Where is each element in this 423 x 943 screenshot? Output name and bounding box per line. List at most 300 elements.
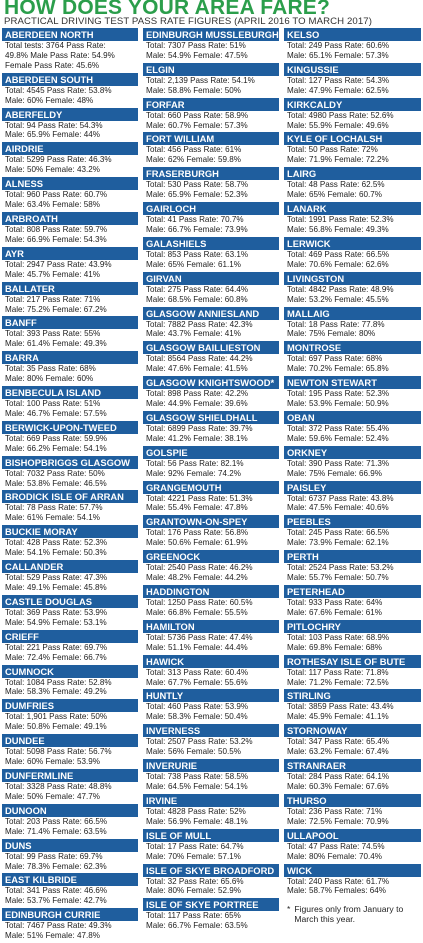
- pass-rate-line: Total: 18 Pass Rate: 77.8%: [287, 319, 385, 329]
- pass-rate-line: Male: 71.4% Female: 63.5%: [5, 826, 107, 836]
- pass-rate-line: Male: 46.7% Female: 57.5%: [5, 408, 107, 418]
- pass-rate-line: Male: 73.9% Female: 62.1%: [287, 538, 389, 548]
- pass-rate-line: Total: 48 Pass Rate: 62.5%: [287, 180, 385, 190]
- test-centre-name: OBAN: [284, 411, 421, 424]
- test-centre-name: DUMFRIES: [2, 699, 138, 712]
- pass-rate-line: Male: 58.8% Female: 50%: [146, 85, 241, 95]
- test-centre-entry: [143, 167, 279, 200]
- test-centre-entry: [143, 724, 279, 757]
- test-centre-entry: [2, 351, 138, 384]
- test-centre-entry: [284, 202, 421, 235]
- test-centre-entry: [2, 595, 138, 628]
- test-centre-entry: [2, 421, 138, 454]
- test-centre-name: EDINBURGH MUSSLEBURGH: [143, 28, 279, 41]
- pass-rate-line: Total: 56 Pass Rate: 82.1%: [146, 458, 244, 468]
- test-centre-entry: [284, 550, 421, 583]
- test-centre-name: BERWICK-UPON-TWEED: [2, 421, 138, 434]
- test-centre-entry: [143, 864, 279, 897]
- test-centre-entry: [143, 446, 279, 479]
- pass-rate-line: Total: 853 Pass Rate: 63.1%: [146, 249, 249, 259]
- pass-rate-line: Total: 249 Pass Rate: 60.6%: [287, 41, 390, 50]
- test-centre-entry: [143, 585, 279, 618]
- test-centre-name: ISLE OF MULL: [143, 829, 279, 842]
- test-centre-name: GRANGEMOUTH: [143, 481, 279, 494]
- pass-rate-line: Male: 60% Female: 48%: [5, 95, 94, 105]
- pass-rate-line: Total: 103 Pass Rate: 68.9%: [287, 632, 390, 642]
- pass-rate-line: Total: 393 Pass Rate: 55%: [5, 329, 101, 339]
- test-centre-name: IRVINE: [143, 794, 279, 807]
- test-centre-entry: [2, 212, 138, 245]
- test-centre-entry: [143, 620, 279, 653]
- pass-rate-line: Male: 70.2% Female: 65.8%: [287, 364, 389, 374]
- test-centre-entry: [143, 550, 279, 583]
- test-centre-name: PITLOCHRY: [284, 620, 421, 633]
- test-centre-entry: [2, 699, 138, 732]
- test-centre-name: ULLAPOOL: [284, 829, 421, 842]
- pass-rate-line: Total: 3328 Pass Rate: 48.8%: [5, 781, 112, 791]
- pass-rate-line: Total: 5736 Pass Rate: 47.4%: [146, 632, 253, 642]
- pass-rate-line: Total: 195 Pass Rate: 52.3%: [287, 389, 390, 399]
- test-centre-name: ARBROATH: [2, 212, 138, 225]
- pass-rate-line: Male: 55.7% Female: 50.7%: [287, 573, 389, 583]
- test-centre-entry: [143, 98, 279, 131]
- pass-rate-line: Male: 53.8% Female: 46.5%: [5, 478, 107, 488]
- pass-rate-line: Male: 53.2% Female: 45.5%: [287, 294, 389, 304]
- test-centre-entry: [2, 908, 138, 941]
- pass-rate-line: Total: 7307 Pass Rate: 51%: [146, 41, 246, 50]
- pass-rate-line: Male: 80% Female: 70.4%: [287, 851, 382, 861]
- pass-rate-line: Total: 341 Pass Rate: 46.6%: [5, 886, 108, 896]
- pass-rate-line: Male: 72.5% Female: 70.9%: [287, 816, 389, 826]
- test-centre-entry: [2, 839, 138, 872]
- test-centre-name: NEWTON STEWART: [284, 376, 421, 389]
- test-centre-name: EDINBURGH CURRIE: [2, 908, 138, 921]
- pass-rate-line: Total: 7467 Pass Rate: 49.3%: [5, 921, 112, 931]
- pass-rate-line: Male: 48.2% Female: 44.2%: [146, 573, 248, 583]
- pass-rate-line: Male: 53.9% Female: 50.9%: [287, 399, 389, 409]
- test-centre-name: ORKNEY: [284, 446, 421, 459]
- pass-rate-line: Male: 71.2% Female: 72.5%: [287, 677, 389, 687]
- test-centre-entry: [284, 829, 421, 862]
- pass-rate-line: Total: 372 Pass Rate: 55.4%: [287, 423, 390, 433]
- pass-rate-line: Total: 41 Pass Rate: 70.7%: [146, 215, 244, 225]
- test-centre-entry: [2, 282, 138, 315]
- test-centre-name: GAIRLOCH: [143, 202, 279, 215]
- pass-rate-line: Total: 176 Pass Rate: 56.8%: [146, 528, 249, 538]
- pass-rate-line: Male: 62% Female: 59.8%: [146, 155, 241, 165]
- test-centre-name: BUCKIE MORAY: [2, 525, 138, 538]
- test-centre-name: LIVINGSTON: [284, 272, 421, 285]
- pass-rate-line: Male: 56.8% Female: 49.3%: [287, 224, 389, 234]
- test-centre-entry: [2, 247, 138, 280]
- test-centre-name: BISHOPBRIGGS GLASGOW: [2, 456, 138, 469]
- test-centre-name: BALLATER: [2, 282, 138, 295]
- test-centre-entry: [143, 376, 279, 409]
- pass-rate-line: Total: 369 Pass Rate: 53.9%: [5, 607, 108, 617]
- test-centre-entry: [284, 272, 421, 305]
- pass-rate-line: Male: 53.7% Female: 42.7%: [5, 896, 107, 906]
- test-centre-name: PETERHEAD: [284, 585, 421, 598]
- pass-rate-line: Total: 117 Pass Rate: 71.8%: [287, 667, 389, 677]
- test-centre-entry: [143, 411, 279, 444]
- test-centre-name: THURSO: [284, 794, 421, 807]
- test-centre-entry: [2, 769, 138, 802]
- pass-rate-line: Total: 933 Pass Rate: 64%: [287, 598, 383, 607]
- test-centre-name: ISLE OF SKYE PORTREE: [143, 898, 279, 911]
- test-centre-entry: [284, 411, 421, 444]
- pass-rate-line: Male: 61% Female: 54.1%: [5, 513, 100, 523]
- test-centre-entry: [143, 28, 279, 61]
- pass-rate-line: Male: 45.7% Female: 41%: [5, 269, 100, 279]
- test-centre-name: ABERDEEN NORTH: [2, 28, 138, 41]
- pass-rate-line: Male: 72.4% Female: 66.7%: [5, 652, 107, 662]
- test-centre-name: KELSO: [284, 28, 421, 41]
- test-centre-name: INVERNESS: [143, 724, 279, 737]
- pass-rate-line: Male: 67.6% Female: 61%: [287, 607, 382, 617]
- pass-rate-line: Male: 75% Female: 66.9%: [287, 468, 382, 478]
- test-centre-name: INVERURIE: [143, 759, 279, 772]
- column-1: [2, 28, 138, 943]
- test-centre-entry: [284, 585, 421, 618]
- test-centre-entry: [2, 28, 138, 71]
- test-centre-name: FRASERBURGH: [143, 167, 279, 180]
- test-centre-name: STIRLING: [284, 689, 421, 702]
- test-centre-entry: [143, 272, 279, 305]
- test-centre-entry: [2, 142, 138, 175]
- test-centre-name: HAWICK: [143, 655, 279, 668]
- pass-rate-line: Male: 68.5% Female: 60.8%: [146, 294, 248, 304]
- test-centre-name: GLASGOW BAILLIESTON: [143, 341, 279, 354]
- test-centre-entry: [284, 794, 421, 827]
- test-centre-name: ABERDEEN SOUTH: [2, 73, 138, 86]
- test-centre-entry: [143, 132, 279, 165]
- test-centre-name: GLASGOW KNIGHTSWOOD*: [143, 376, 279, 389]
- test-centre-name: STORNOWAY: [284, 724, 421, 737]
- test-centre-name: ALNESS: [2, 177, 138, 190]
- test-centre-name: STRANRAER: [284, 759, 421, 772]
- pass-rate-line: Total: 240 Pass Rate: 61.7%: [287, 876, 390, 886]
- test-centre-entry: [143, 759, 279, 792]
- test-centre-entry: [284, 759, 421, 792]
- page-title: HOW DOES YOUR AREA FARE?: [4, 0, 331, 19]
- test-centre-entry: [2, 560, 138, 593]
- pass-rate-line: Total: 100 Pass Rate: 51%: [5, 399, 101, 409]
- test-centre-entry: [2, 804, 138, 837]
- pass-rate-line: Male: 54.9% Female: 47.5%: [146, 50, 248, 60]
- pass-rate-line: Total: 669 Pass Rate: 59.9%: [5, 433, 108, 443]
- test-centre-name: KIRKCALDY: [284, 98, 421, 111]
- test-centre-name: PERTH: [284, 550, 421, 563]
- pass-rate-line: Total: 7032 Pass Rate: 50%: [5, 468, 105, 478]
- pass-rate-line: Male: 58.7% Females: 64%: [287, 886, 386, 896]
- test-centre-name: DUNDEE: [2, 734, 138, 747]
- footnote-text: Figures only from January to March this year.: [294, 904, 404, 925]
- pass-rate-line: Male: 56.9% Female: 48.1%: [146, 816, 248, 826]
- test-centre-name: HADDINGTON: [143, 585, 279, 598]
- pass-rate-line: Total: 17 Pass Rate: 64.7%: [146, 841, 244, 851]
- pass-rate-line: Total: 8564 Pass Rate: 44.2%: [146, 354, 253, 364]
- pass-rate-line: Total: 460 Pass Rate: 53.9%: [146, 702, 249, 712]
- test-centre-entry: [2, 734, 138, 767]
- pass-rate-line: Male: 66.2% Female: 54.1%: [5, 443, 107, 453]
- test-centre-name: BARRA: [2, 351, 138, 364]
- pass-rate-line: Total: 2540 Pass Rate: 46.2%: [146, 563, 253, 573]
- pass-rate-line: Total: 275 Pass Rate: 64.4%: [146, 284, 249, 294]
- test-centre-entry: [2, 630, 138, 663]
- pass-rate-line: Male: 60.7% Female: 57.3%: [146, 120, 248, 130]
- pass-rate-line: Total: 127 Pass Rate: 54.3%: [287, 75, 390, 85]
- pass-rate-line: Male: 43.7% Female: 41%: [146, 329, 241, 339]
- pass-rate-line: Total: 1,901 Pass Rate: 50%: [5, 712, 108, 722]
- test-centre-entry: [284, 655, 421, 688]
- pass-rate-line: Male: 65% Female: 61.1%: [146, 259, 241, 269]
- pass-rate-line: Male: 65% Female: 60.7%: [287, 190, 382, 200]
- pass-rate-line: Total: 898 Pass Rate: 42.2%: [146, 389, 249, 399]
- test-centre-name: BENBECULA ISLAND: [2, 386, 138, 399]
- pass-rate-line: Total: 78 Pass Rate: 57.7%: [5, 503, 103, 513]
- test-centre-name: GREENOCK: [143, 550, 279, 563]
- pass-rate-line: Male: 56% Female: 50.5%: [146, 747, 241, 757]
- pass-rate-line: Total: 117 Pass Rate: 65%: [146, 911, 241, 921]
- test-centre-entry: [2, 490, 138, 523]
- test-centre-name: FORFAR: [143, 98, 279, 111]
- pass-rate-line: Total: 1250 Pass Rate: 60.5%: [146, 598, 253, 607]
- test-centre-name: MONTROSE: [284, 341, 421, 354]
- pass-rate-line: Total: 4221 Pass Rate: 51.3%: [146, 493, 253, 503]
- pass-rate-line: Total: 2507 Pass Rate: 53.2%: [146, 737, 253, 747]
- pass-rate-line: Total: 221 Pass Rate: 69.7%: [5, 642, 108, 652]
- test-centre-entry: [284, 132, 421, 165]
- pass-rate-line: Total: 469 Pass Rate: 66.5%: [287, 249, 390, 259]
- pass-rate-line: Female Pass Rate: 45.6%: [5, 60, 100, 70]
- test-centre-name: ABERFELDY: [2, 108, 138, 121]
- pass-rate-line: Male: 64.5% Female: 54.1%: [146, 781, 248, 791]
- test-centre-name: KYLE OF LOCHALSH: [284, 132, 421, 145]
- pass-rate-line: Male: 58.3% Female: 50.4%: [146, 712, 248, 722]
- pass-rate-line: Male: 50.8% Female: 49.1%: [5, 722, 107, 732]
- pass-rate-line: Total: 808 Pass Rate: 59.7%: [5, 224, 108, 234]
- column-2: [143, 28, 279, 933]
- test-centre-name: BRODICK ISLE OF ARRAN: [2, 490, 138, 503]
- pass-rate-line: Total: 4828 Pass Rate: 52%: [146, 806, 246, 816]
- pass-rate-line: Male: 45.9% Female: 41.1%: [287, 712, 389, 722]
- test-centre-entry: [2, 108, 138, 141]
- pass-rate-line: Male: 41.2% Female: 38.1%: [146, 433, 248, 443]
- pass-rate-line: Total: 4980 Pass Rate: 52.6%: [287, 110, 394, 120]
- test-centre-entry: [143, 898, 279, 931]
- pass-rate-line: Male: 63.4% Female: 58%: [5, 200, 100, 210]
- pass-rate-line: Total: 6737 Pass Rate: 43.8%: [287, 493, 394, 503]
- test-centre-name: ELGIN: [143, 63, 279, 76]
- test-centre-name: GRANTOWN-ON-SPEY: [143, 515, 279, 528]
- test-centre-name: GALASHIELS: [143, 237, 279, 250]
- test-centre-entry: [2, 386, 138, 419]
- pass-rate-line: Total: 390 Pass Rate: 71.3%: [287, 458, 390, 468]
- pass-rate-line: Total: 35 Pass Rate: 68%: [5, 364, 96, 374]
- pass-rate-line: Male: 75.2% Female: 67.2%: [5, 304, 107, 314]
- test-centre-name: MALLAIG: [284, 307, 421, 320]
- test-centre-entry: [284, 864, 421, 897]
- footnote: [284, 904, 421, 924]
- pass-rate-line: Male: 51% Female: 47.8%: [5, 931, 100, 941]
- test-centre-entry: [143, 237, 279, 270]
- pass-rate-line: Total: 738 Pass Rate: 58.5%: [146, 772, 249, 782]
- test-centre-name: EAST KILBRIDE: [2, 873, 138, 886]
- pass-rate-line: Total: 529 Pass Rate: 47.3%: [5, 573, 108, 583]
- test-centre-name: HUNTLY: [143, 689, 279, 702]
- pass-rate-line: Total: 2947 Pass Rate: 43.9%: [5, 259, 112, 269]
- test-centre-entry: [143, 689, 279, 722]
- pass-rate-line: Male: 66.7% Female: 63.5%: [146, 921, 248, 931]
- test-centre-entry: [143, 202, 279, 235]
- pass-rate-line: Male: 80% Female: 52.9%: [146, 886, 241, 896]
- pass-rate-line: Male: 92% Female: 74.2%: [146, 468, 241, 478]
- test-centre-name: GLASGOW ANNIESLAND: [143, 307, 279, 320]
- pass-rate-line: Male: 50% Female: 47.7%: [5, 791, 100, 801]
- page-subtitle: PRACTICAL DRIVING TEST PASS RATE FIGURES (APRIL 2016 TO MARCH 2017): [4, 16, 372, 27]
- pass-rate-line: Total: 4545 Pass Rate: 53.8%: [5, 85, 112, 95]
- pass-rate-line: Total: 5299 Pass Rate: 46.3%: [5, 155, 112, 165]
- pass-rate-line: Total: 347 Pass Rate: 65.4%: [287, 737, 390, 747]
- pass-rate-line: Total tests: 3764 Pass Rate:: [5, 41, 106, 50]
- pass-rate-line: Male: 51.1% Female: 44.4%: [146, 642, 248, 652]
- test-centre-entry: [2, 177, 138, 210]
- test-centre-name: KINGUSSIE: [284, 63, 421, 76]
- test-centre-entry: [143, 515, 279, 548]
- test-centre-entry: [143, 481, 279, 514]
- pass-rate-line: Male: 61.4% Female: 49.3%: [5, 339, 107, 349]
- test-centre-entry: [2, 316, 138, 349]
- pass-rate-line: Male: 47.6% Female: 41.5%: [146, 364, 248, 374]
- pass-rate-line: Male: 66.7% Female: 73.9%: [146, 224, 248, 234]
- footnote-marker: *: [287, 904, 291, 915]
- pass-rate-line: Male: 66.8% Female: 55.5%: [146, 607, 248, 617]
- pass-rate-line: Male: 65.9% Female: 44%: [5, 130, 100, 140]
- pass-rate-line: Total: 7882 Pass Rate: 42.3%: [146, 319, 253, 329]
- pass-rate-line: Male: 78.3% Female: 62.3%: [5, 861, 107, 871]
- pass-rate-line: Male: 67.7% Female: 55.6%: [146, 677, 248, 687]
- test-centre-entry: [284, 376, 421, 409]
- pass-rate-line: Male: 75% Female: 80%: [287, 329, 376, 339]
- test-centre-name: CALLANDER: [2, 560, 138, 573]
- test-centre-name: LANARK: [284, 202, 421, 215]
- pass-rate-line: Total: 284 Pass Rate: 64.1%: [287, 772, 390, 782]
- pass-rate-line: Male: 71.9% Female: 72.2%: [287, 155, 389, 165]
- test-centre-entry: [143, 794, 279, 827]
- test-centre-entry: [284, 724, 421, 757]
- pass-rate-line: 49.8% Male Pass Rate: 54.9%: [5, 50, 115, 60]
- test-centre-name: GIRVAN: [143, 272, 279, 285]
- test-centre-entry: [2, 73, 138, 106]
- pass-rate-line: Male: 70% Female: 57.1%: [146, 851, 241, 861]
- pass-rate-line: Total: 3859 Pass Rate: 43.4%: [287, 702, 394, 712]
- test-centre-entry: [284, 237, 421, 270]
- test-centre-name: FORT WILLIAM: [143, 132, 279, 145]
- pass-rate-line: Total: 32 Pass Rate: 65.6%: [146, 876, 244, 886]
- test-centre-entry: [284, 98, 421, 131]
- pass-rate-line: Total: 2,139 Pass Rate: 54.1%: [146, 75, 255, 85]
- pass-rate-line: Total: 1991 Pass Rate: 52.3%: [287, 215, 394, 225]
- test-centre-entry: [284, 341, 421, 374]
- test-centre-entry: [143, 63, 279, 96]
- test-centre-entry: [2, 525, 138, 558]
- pass-rate-line: Total: 245 Pass Rate: 66.5%: [287, 528, 390, 538]
- test-centre-entry: [2, 873, 138, 906]
- pass-rate-line: Total: 217 Pass Rate: 71%: [5, 294, 101, 304]
- pass-rate-line: Total: 697 Pass Rate: 68%: [287, 354, 383, 364]
- pass-rate-line: Total: 456 Pass Rate: 61%: [146, 145, 242, 155]
- pass-rate-line: Total: 428 Pass Rate: 52.3%: [5, 538, 108, 548]
- test-centre-entry: [143, 829, 279, 862]
- test-centre-name: PAISLEY: [284, 481, 421, 494]
- pass-rate-line: Male: 80% Female: 60%: [5, 374, 94, 384]
- pass-rate-line: Male: 47.5% Female: 40.6%: [287, 503, 389, 513]
- pass-rate-line: Male: 44.9% Female: 39.6%: [146, 399, 248, 409]
- pass-rate-line: Male: 55.9% Female: 49.6%: [287, 120, 389, 130]
- test-centre-entry: [284, 28, 421, 61]
- pass-rate-line: Total: 236 Pass Rate: 71%: [287, 806, 383, 816]
- test-centre-entry: [284, 689, 421, 722]
- test-centre-name: HAMILTON: [143, 620, 279, 633]
- test-centre-entry: [143, 655, 279, 688]
- pass-rate-line: Total: 530 Pass Rate: 58.7%: [146, 180, 249, 190]
- pass-rate-line: Total: 99 Pass Rate: 69.7%: [5, 851, 103, 861]
- pass-rate-line: Male: 65.1% Female: 57.3%: [287, 50, 389, 60]
- pass-rate-line: Male: 49.1% Female: 45.8%: [5, 583, 107, 592]
- pass-rate-line: Male: 54.1% Female: 50.3%: [5, 548, 107, 558]
- pass-rate-line: Male: 60.3% Female: 67.6%: [287, 781, 389, 791]
- pass-rate-line: Male: 50% Female: 43.2%: [5, 165, 100, 175]
- pass-rate-line: Male: 60% Female: 53.9%: [5, 757, 100, 767]
- test-centre-entry: [284, 446, 421, 479]
- pass-rate-line: Male: 66.9% Female: 54.3%: [5, 234, 107, 244]
- pass-rate-line: Total: 660 Pass Rate: 58.9%: [146, 110, 249, 120]
- test-centre-entry: [284, 167, 421, 200]
- test-centre-name: WICK: [284, 864, 421, 877]
- test-centre-entry: [284, 515, 421, 548]
- pass-rate-line: Male: 63.2% Female: 67.4%: [287, 747, 389, 757]
- pass-rate-line: Male: 55.4% Female: 47.8%: [146, 503, 248, 513]
- test-centre-name: ROTHESAY ISLE OF BUTE: [284, 655, 421, 668]
- test-centre-entry: [284, 63, 421, 96]
- test-centre-name: PEEBLES: [284, 515, 421, 528]
- test-centre-name: CASTLE DOUGLAS: [2, 595, 138, 608]
- test-centre-name: LERWICK: [284, 237, 421, 250]
- test-centre-name: CRIEFF: [2, 630, 138, 643]
- test-centre-entry: [143, 341, 279, 374]
- test-centre-name: DUNFERMLINE: [2, 769, 138, 782]
- pass-rate-line: Total: 6899 Pass Rate: 39.7%: [146, 423, 253, 433]
- test-centre-entry: [143, 307, 279, 340]
- column-3: [284, 28, 421, 924]
- pass-rate-line: Total: 50 Pass Rate: 72%: [287, 145, 378, 155]
- test-centre-entry: [2, 665, 138, 698]
- test-centre-name: DUNOON: [2, 804, 138, 817]
- test-centre-name: LAIRG: [284, 167, 421, 180]
- test-centre-entry: [284, 481, 421, 514]
- test-centre-name: ISLE OF SKYE BROADFORD: [143, 864, 279, 877]
- pass-rate-line: Total: 1084 Pass Rate: 52.8%: [5, 677, 112, 687]
- test-centre-entry: [2, 456, 138, 489]
- pass-rate-line: Male: 47.9% Female: 62.5%: [287, 85, 389, 95]
- test-centre-name: CUMNOCK: [2, 665, 138, 678]
- test-centre-name: GOLSPIE: [143, 446, 279, 459]
- pass-rate-line: Total: 313 Pass Rate: 60.4%: [146, 667, 249, 677]
- pass-rate-line: Male: 65.9% Female: 52.3%: [146, 190, 248, 200]
- pass-rate-line: Total: 960 Pass Rate: 60.7%: [5, 190, 108, 200]
- test-centre-name: GLASGOW SHIELDHALL: [143, 411, 279, 424]
- pass-rate-line: Male: 69.8% Female: 68%: [287, 642, 382, 652]
